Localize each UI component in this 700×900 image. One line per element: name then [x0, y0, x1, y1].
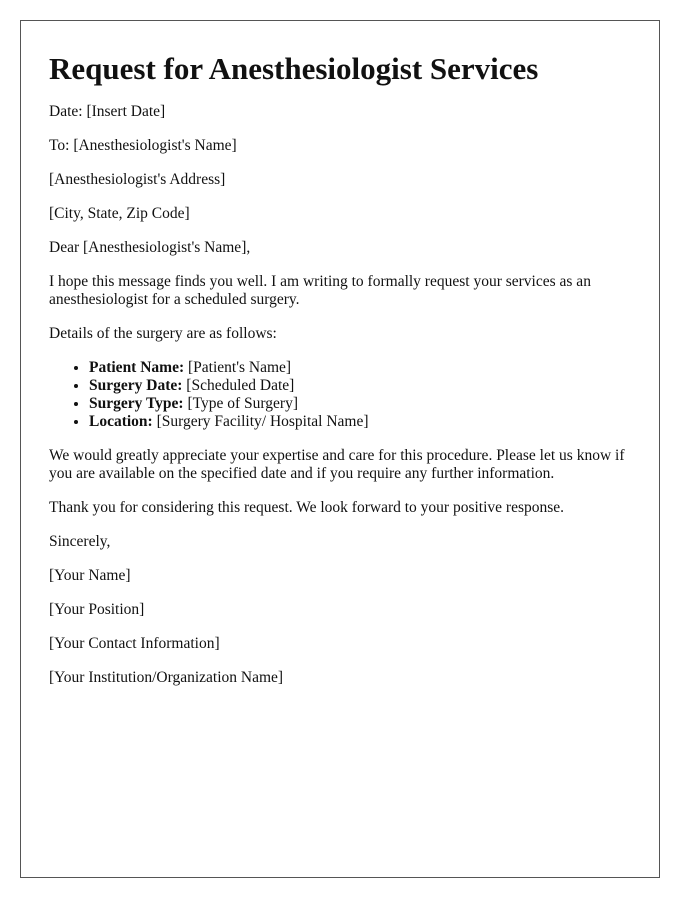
detail-item-patient-name	[89, 359, 639, 377]
salutation: Dear [Anesthesiologist's Name],	[49, 239, 251, 256]
detail-label: Location:	[89, 413, 153, 430]
detail-label: Patient Name:	[89, 359, 185, 376]
recipient-name-line: To: [Anesthesiologist's Name]	[49, 137, 237, 154]
closing: Sincerely,	[49, 533, 111, 550]
detail-value: [Patient's Name]	[184, 359, 292, 376]
letter-content	[49, 51, 639, 703]
recipient-city-line: [City, State, Zip Code]	[49, 205, 190, 222]
detail-value: [Type of Surgery]	[183, 395, 298, 412]
details-intro: Details of the surgery are as follows:	[49, 325, 277, 342]
detail-value: [Scheduled Date]	[182, 377, 295, 394]
detail-item-surgery-type	[89, 395, 639, 413]
signature-position: [Your Position]	[49, 601, 145, 618]
detail-label: Surgery Type:	[89, 395, 184, 412]
signature-institution: [Your Institution/Organization Name]	[49, 669, 284, 686]
detail-item-location	[89, 413, 639, 431]
thanks-paragraph: Thank you for considering this request. We look forward to your positive response.	[49, 499, 565, 516]
detail-value: [Surgery Facility/ Hospital Name]	[152, 413, 369, 430]
signature-name: [Your Name]	[49, 567, 131, 584]
detail-item-surgery-date	[89, 377, 639, 395]
appreciation-paragraph: We would greatly appreciate your expertise and care for this procedure. Please let us know if you are available on the specified date and if you require any further information.	[49, 447, 625, 482]
surgery-details-list	[49, 359, 639, 431]
detail-label: Surgery Date:	[89, 377, 183, 394]
letter-title: Request for Anesthesiologist Services	[49, 51, 539, 86]
date-line: Date: [Insert Date]	[49, 103, 166, 120]
intro-paragraph: I hope this message finds you well. I am writing to formally request your services as an anesthesiologist for a scheduled surgery.	[49, 273, 591, 308]
signature-contact: [Your Contact Information]	[49, 635, 220, 652]
recipient-address-line: [Anesthesiologist's Address]	[49, 171, 226, 188]
letter-page	[20, 20, 660, 878]
